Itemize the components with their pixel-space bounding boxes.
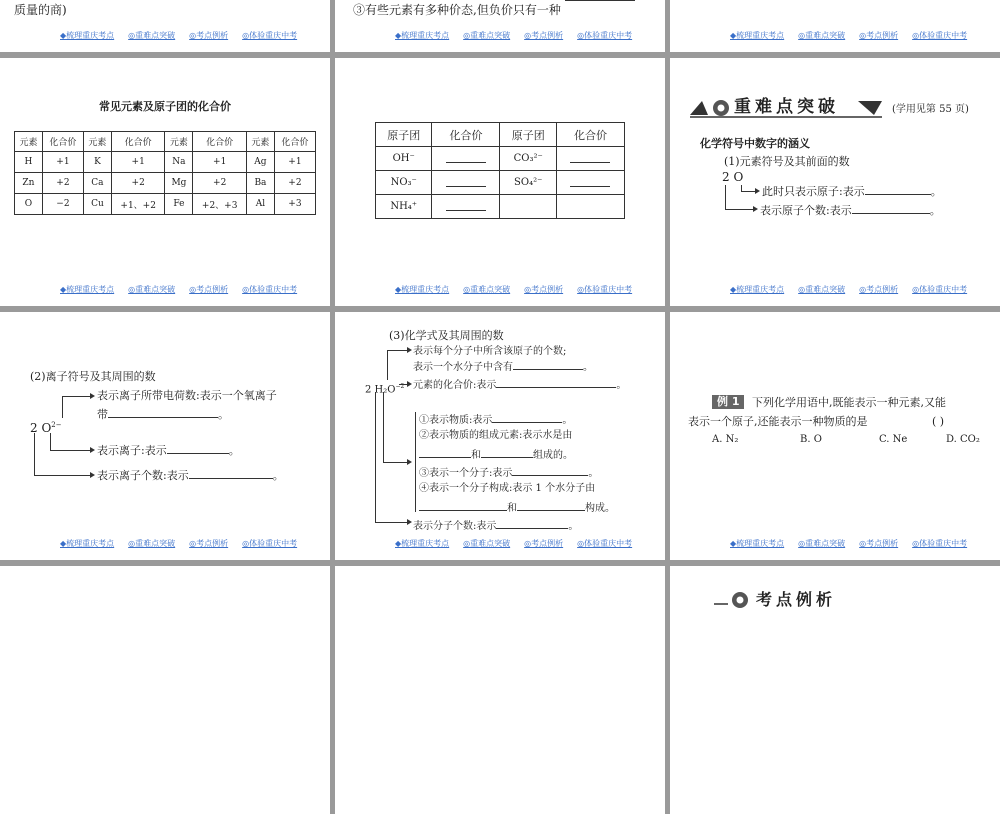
option-b[interactable]: B. O [800,434,822,445]
meaning-text: 和 [471,450,481,461]
footer-link-4[interactable]: ◎体验重庆中考 [242,31,298,40]
table-header-row [376,123,625,147]
footer-link-2[interactable]: ◎重难点突破 [128,285,176,294]
answer-blank[interactable] [108,407,218,418]
table-cell: Ca [83,173,111,194]
footer-link-4[interactable]: ◎体验重庆中考 [912,31,968,40]
option-c[interactable]: C. Ne [879,434,908,445]
footer-nav [395,284,646,295]
footer-link-2[interactable]: ◎重难点突破 [463,285,511,294]
bracket-line [383,462,407,463]
meaning-line [419,447,573,462]
question-line: 下列化学用语中,既能表示一种元素,又能 [752,396,946,409]
answer-blank[interactable] [446,152,486,163]
table-row [376,147,625,171]
slide-formula [335,312,665,560]
answer-blank[interactable] [167,443,229,454]
table-cell: Zn [15,173,43,194]
footer-link-4[interactable]: ◎体验重庆中考 [242,285,298,294]
bracket-line [725,209,753,210]
arrow-icon [407,519,412,525]
footer-link-2[interactable]: ◎重难点突破 [128,31,176,40]
footer-link-2[interactable]: ◎重难点突破 [798,539,846,548]
header-cell: 化合价 [111,132,165,152]
bracket-line [383,392,384,462]
table-cell: SO₄²⁻ [500,171,556,195]
answer-blank[interactable] [570,176,610,187]
meaning-text: 表示一个水分子中含有 [413,362,513,373]
footer-link-4[interactable]: ◎体验重庆中考 [242,539,298,548]
meaning-line: 表示离子所带电荷数:表示一个氧离子 [97,389,277,402]
table-cell: Na [165,152,193,173]
table-cell: −2 [42,194,83,215]
slide-example [670,312,1000,560]
slide-bottom-right [670,566,1000,814]
bracket-line [387,350,388,380]
bracket-line [62,396,63,418]
table-cell [500,195,556,219]
meaning-line: 元素的化合价:表示 。 [413,377,626,392]
table-cell: +2 [42,173,83,194]
meaning-line: 表示离子个数:表示 。 [97,469,284,482]
table-cell: +1 [274,152,315,173]
header-cell: 化合价 [42,132,83,152]
arrow-icon [755,188,760,194]
meaning-text: 构成。 [585,503,615,514]
valence-table [14,131,316,215]
footer-link-4[interactable]: ◎体验重庆中考 [577,285,633,294]
arrow-icon [407,347,412,353]
meaning-line [419,500,615,515]
meaning-text: ①表示物质:表示 [419,415,493,426]
footer-link-1[interactable]: ◆梳理重庆考点 [395,539,450,548]
footer-link-3[interactable]: ◎考点例析 [524,285,564,294]
sub-heading: (3)化学式及其周围的数 [389,329,504,342]
footer-link-3[interactable]: ◎考点例析 [859,539,899,548]
answer-cell[interactable] [556,171,624,195]
footer-link-3[interactable]: ◎考点例析 [524,31,564,40]
bracket-line [387,350,407,351]
charge-sup: 2− [51,421,62,429]
arrow-icon [753,206,758,212]
footer-link-2[interactable]: ◎重难点突破 [463,539,511,548]
option-a[interactable]: A. N₂ [712,434,739,445]
bracket-line [34,433,35,475]
table-cell: NH₄⁺ [376,195,432,219]
meaning-line: 表示分子个数:表示 。 [413,518,578,533]
slide-group-table [335,58,665,306]
group-table [375,122,625,219]
bracket-line [375,522,407,523]
banner-right-decor [858,101,882,115]
footer-link-1[interactable]: ◆梳理重庆考点 [395,285,450,294]
footer-link-2[interactable]: ◎重难点突破 [463,31,511,40]
header-cell: 原子团 [500,123,556,147]
answer-blank[interactable] [481,447,533,458]
answer-blank[interactable] [852,203,930,214]
table-cell: K [83,152,111,173]
meaning-line: 带 。 [97,408,229,421]
valence-sup: −2 [395,383,405,390]
header-cell: 元素 [83,132,111,152]
symbol-text: 2 H₂O [365,384,396,396]
table-cell: Fe [165,194,193,215]
bracket-line [62,396,90,397]
table-row [15,152,316,173]
answer-blank[interactable] [492,412,562,423]
footer-link-2[interactable]: ◎重难点突破 [128,539,176,548]
answer-line [565,0,635,1]
footer-link-4[interactable]: ◎体验重庆中考 [577,31,633,40]
answer-paren[interactable]: ( ) [932,415,945,428]
footer-link-2[interactable]: ◎重难点突破 [798,285,846,294]
slide-top-right [670,0,1000,52]
answer-blank[interactable] [446,176,486,187]
answer-cell[interactable] [432,147,500,171]
meaning-line: ④表示一个分子构成:表示 1 个水分子由 [419,483,596,494]
footer-nav [730,30,981,41]
table-cell: +2、+3 [193,194,247,215]
table-row [376,171,625,195]
footer-nav [730,538,981,549]
footer-link-1[interactable]: ◆梳理重庆考点 [60,31,115,40]
topic-heading: 化学符号中数字的涵义 [700,137,810,150]
footer-link-3[interactable]: ◎考点例析 [524,539,564,548]
answer-blank[interactable] [446,200,486,211]
meaning-line: ②表示物质的组成元素:表示水是由 [419,430,573,441]
banner-left-decor [690,101,708,115]
answer-blank[interactable] [496,377,616,388]
table-cell: H [15,152,43,173]
table-row [15,173,316,194]
footer-nav [730,284,981,295]
header-cell: 化合价 [556,123,624,147]
answer-cell[interactable] [556,147,624,171]
header-cell: 元素 [165,132,193,152]
footer-nav [60,30,311,41]
footer-link-1[interactable]: ◆梳理重庆考点 [60,285,115,294]
answer-blank[interactable] [496,518,568,529]
section-title: 考点例析 [756,590,837,609]
table-cell: +2 [111,173,165,194]
arrow-icon [90,393,95,399]
chem-symbol: 2 O [722,170,744,184]
footer-link-1[interactable]: ◆梳理重庆考点 [60,539,115,548]
bracket-line [34,475,90,476]
bracket-line [50,433,51,450]
meaning-text: 组成的。 [533,450,573,461]
table-cell [556,195,624,219]
slide-valence-table [0,58,330,306]
meaning-line: ①表示物质:表示 。 [419,412,572,427]
footer-link-1[interactable]: ◆梳理重庆考点 [395,31,450,40]
slide-text: 质量的商) [14,3,67,17]
answer-blank[interactable] [865,184,931,195]
symbol-text: 2 O [30,421,52,435]
header-cell: 化合价 [193,132,247,152]
sub-heading: (2)离子符号及其周围的数 [30,370,156,383]
arrow-icon [407,381,412,387]
footer-link-3[interactable]: ◎考点例析 [859,31,899,40]
meaning-text: 带 [97,408,108,421]
table-cell: Cu [83,194,111,215]
table-cell: +2 [193,173,247,194]
banner-gear-icon [714,590,754,610]
table-cell: Ba [246,173,274,194]
slide-top-left [0,0,330,52]
meaning-text: 表示分子个数:表示 [413,521,497,532]
table-cell: +2 [274,173,315,194]
meaning-text: 此时只表示原子:表示 [762,185,865,198]
footer-link-4[interactable]: ◎体验重庆中考 [912,285,968,294]
arrow-icon [90,447,95,453]
table-cell: CO₃²⁻ [500,147,556,171]
header-cell: 原子团 [376,123,432,147]
page-reference: (学用见第 55 页) [892,104,969,115]
meaning-text: 表示原子个数:表示 [760,204,852,217]
header-cell: 化合价 [274,132,315,152]
meaning-line: 表示每个分子中所含该原子的个数; [413,346,567,357]
chem-symbol [365,380,404,397]
answer-blank[interactable] [189,468,273,479]
meaning-line: 表示离子:表示 。 [97,444,240,457]
table-cell: Ag [246,152,274,173]
table-title: 常见元素及原子团的化合价 [99,100,231,113]
bracket-line [725,185,726,209]
footer-nav [395,538,646,549]
table-cell: Mg [165,173,193,194]
answer-cell[interactable] [432,195,500,219]
footer-link-3[interactable]: ◎考点例析 [189,285,229,294]
footer-nav [60,284,311,295]
question-line: 表示一个原子,还能表示一种物质的是 [688,415,868,428]
table-cell: +1 [42,152,83,173]
bracket-line [375,392,376,522]
answer-cell[interactable] [432,171,500,195]
header-cell: 元素 [15,132,43,152]
banner-gear-center [718,105,725,112]
meaning-text: 表示离子个数:表示 [97,469,189,482]
sub-heading: (1)元素符号及其前面的数 [724,155,850,168]
meaning-line: 表示一个水分子中含有 。 [413,359,593,374]
section-title: 重难点突破 [734,97,839,117]
answer-blank[interactable] [419,500,507,511]
bracket-line [50,450,90,451]
table-cell: NO₃⁻ [376,171,432,195]
meaning-text: 元素的化合价:表示 [413,380,497,391]
table-row [376,195,625,219]
meaning-line: ③表示一个分子:表示 。 [419,465,598,480]
table-cell: +1 [111,152,165,173]
slide-top-mid [335,0,665,52]
answer-blank[interactable] [512,465,588,476]
answer-blank[interactable] [419,447,471,458]
table-cell: O [15,194,43,215]
arrow-icon [90,472,95,478]
arrow-icon [407,459,412,465]
footer-link-1[interactable]: ◆梳理重庆考点 [730,285,785,294]
footer-link-1[interactable]: ◆梳理重庆考点 [730,539,785,548]
footer-link-1[interactable]: ◆梳理重庆考点 [730,31,785,40]
table-cell: OH⁻ [376,147,432,171]
example-tag: 例 1 [712,395,744,409]
meaning-text: 和 [507,503,517,514]
header-cell: 化合价 [432,123,500,147]
answer-blank[interactable] [517,500,585,511]
header-cell: 元素 [246,132,274,152]
table-cell: +1、+2 [111,194,165,215]
answer-blank[interactable] [570,152,610,163]
option-d[interactable]: D. CO₂ [946,434,980,445]
meaning-line: 此时只表示原子:表示 。 [762,185,942,198]
slide-ion-symbols [0,312,330,560]
footer-nav [395,30,646,41]
meaning-text: 表示离子:表示 [97,444,167,457]
slide-key-points [670,58,1000,306]
footer-link-2[interactable]: ◎重难点突破 [798,31,846,40]
meaning-text: ③表示一个分子:表示 [419,468,513,479]
bracket-line [741,191,755,192]
slide-bottom-left [0,566,330,814]
table-cell: +3 [274,194,315,215]
table-row [15,194,316,215]
brace-line [415,412,416,512]
slide-bottom-mid [335,566,665,814]
answer-blank[interactable] [513,359,583,370]
slide-text: ③有些元素有多种价态,但负价只有一种 [353,3,561,17]
table-cell: +1 [193,152,247,173]
bracket-line [399,384,407,385]
table-cell: Al [246,194,274,215]
footer-link-3[interactable]: ◎考点例析 [189,31,229,40]
footer-link-3[interactable]: ◎考点例析 [859,285,899,294]
footer-link-3[interactable]: ◎考点例析 [189,539,229,548]
meaning-line: 表示原子个数:表示 。 [760,204,941,217]
table-header-row [15,132,316,152]
footer-link-4[interactable]: ◎体验重庆中考 [912,539,968,548]
footer-nav [60,538,311,549]
footer-link-4[interactable]: ◎体验重庆中考 [577,539,633,548]
